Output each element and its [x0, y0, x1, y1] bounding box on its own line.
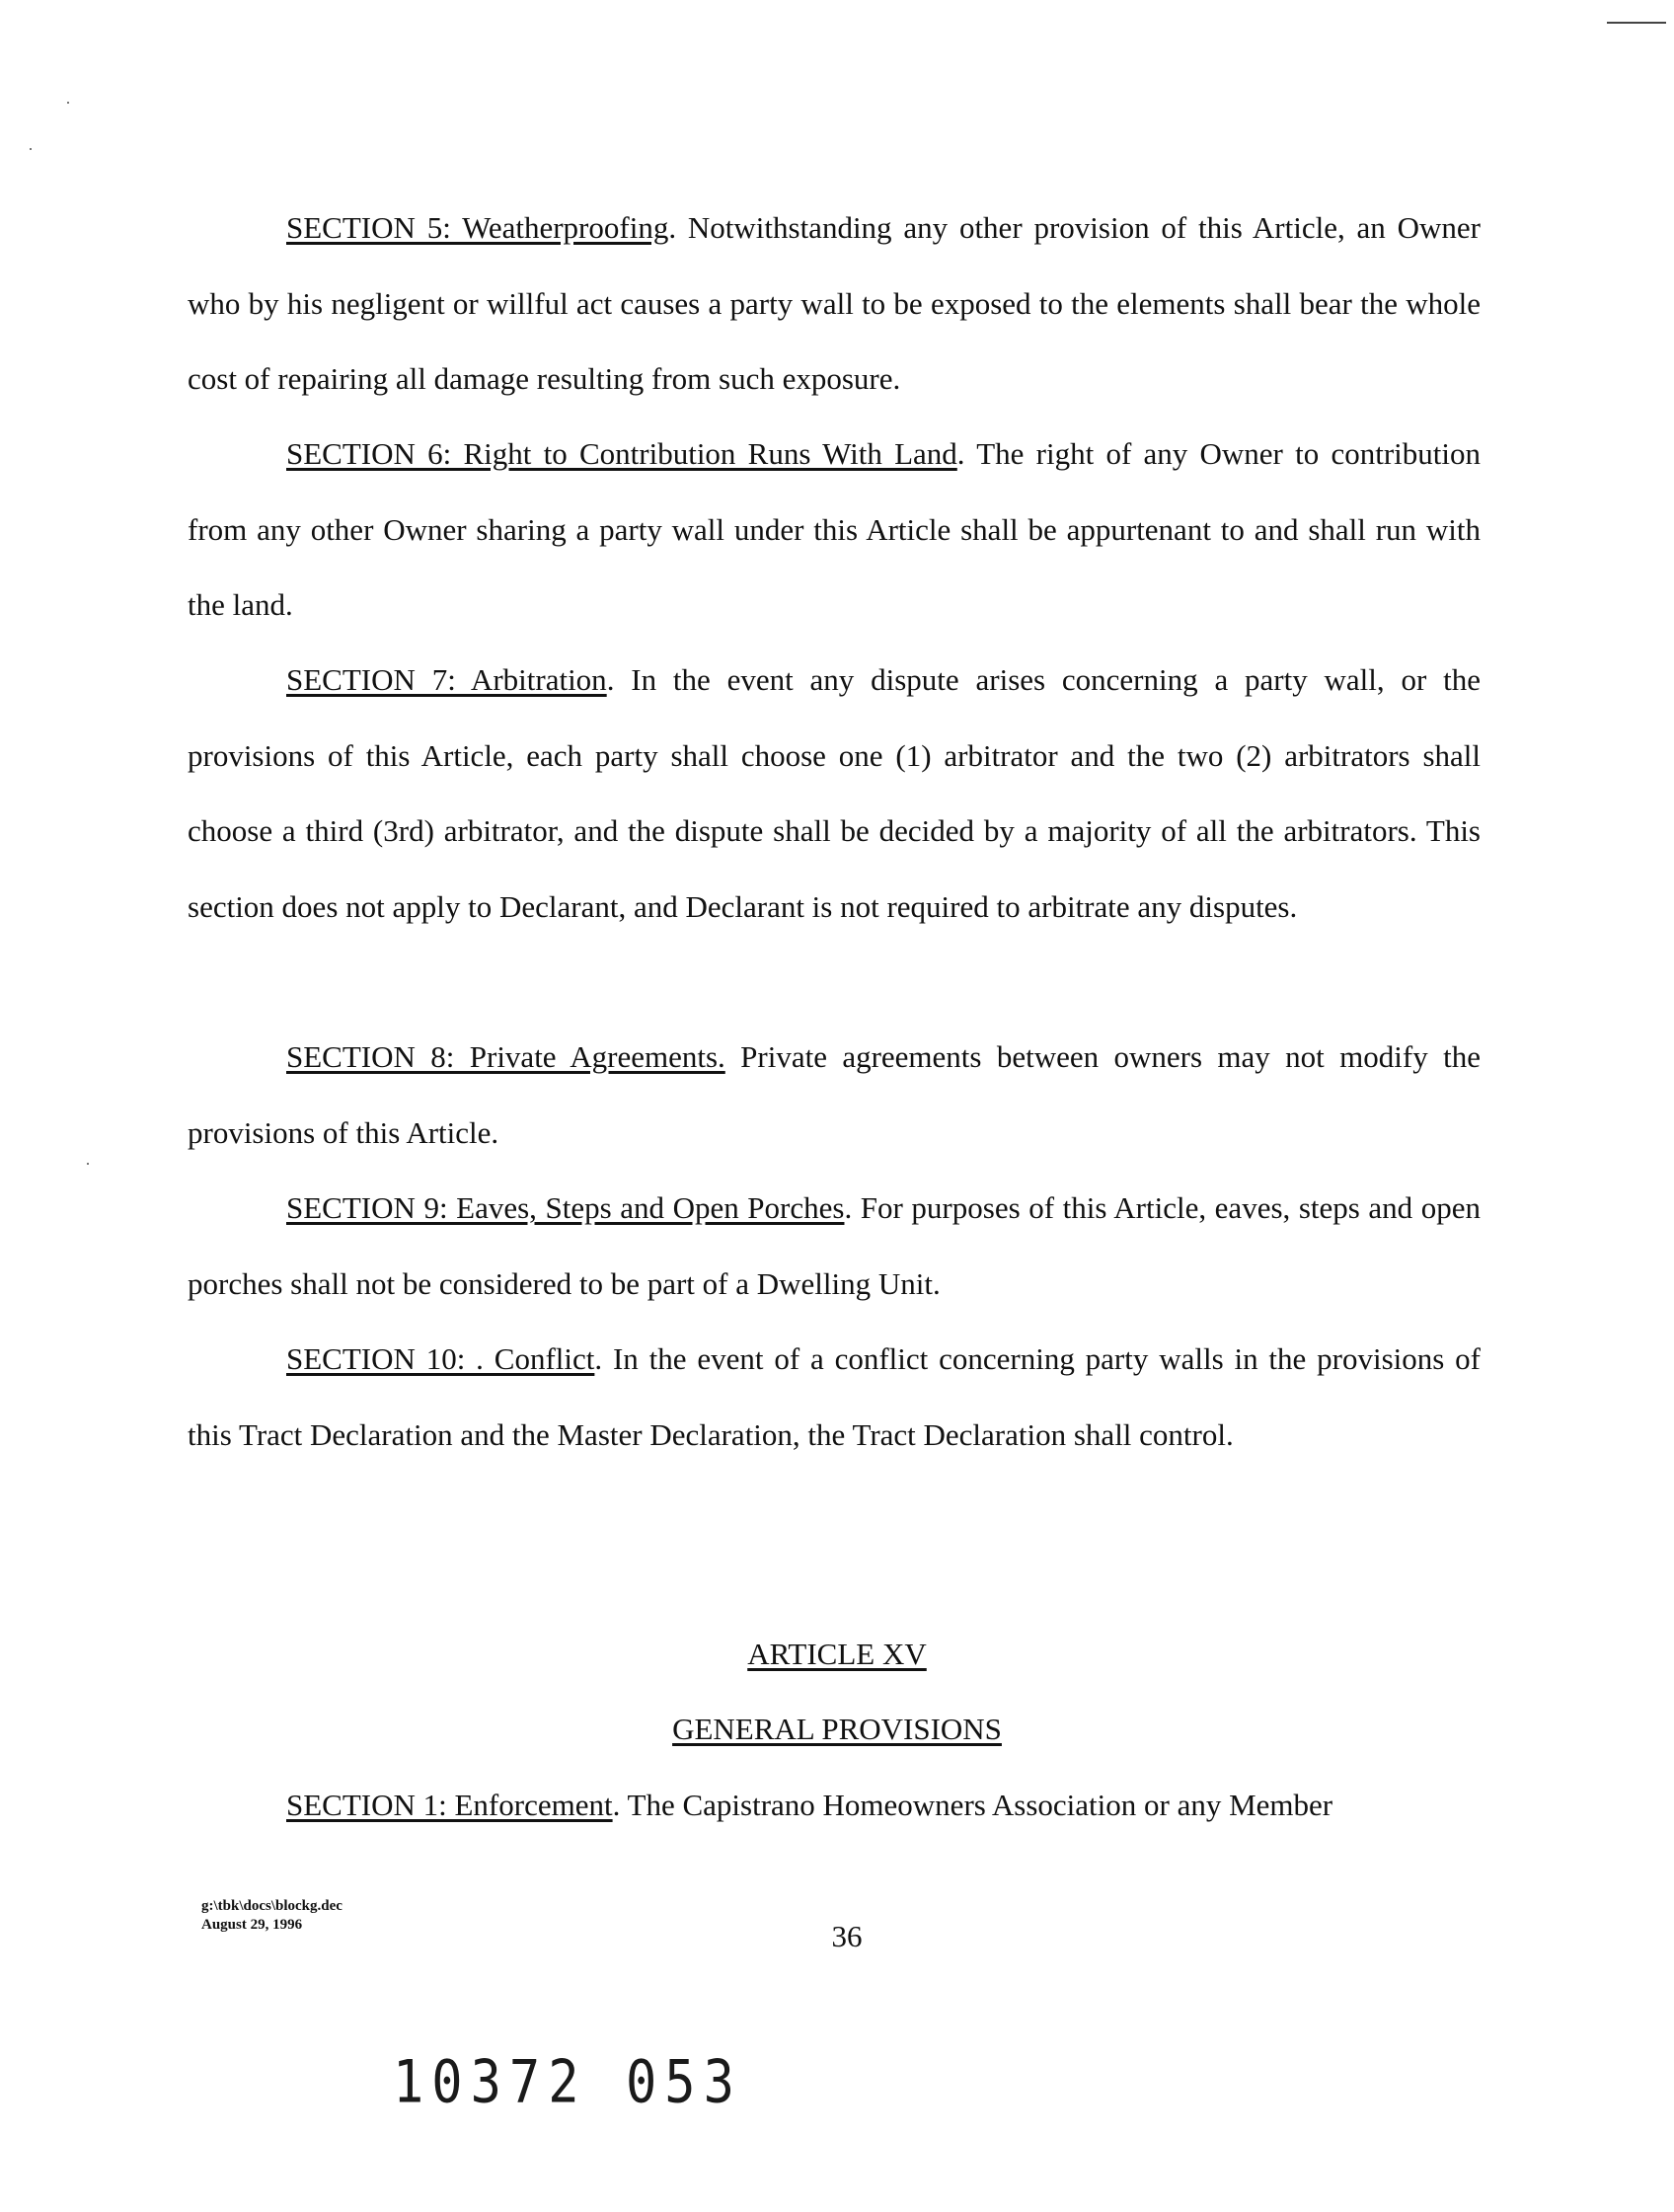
- article-15-section-1-heading: SECTION 1: Enforcement: [286, 1788, 613, 1822]
- section-8-text: Private agreements between owners may not modify the provisions of this Article.: [188, 1039, 1481, 1150]
- section-7-paragraph: [188, 643, 1481, 945]
- section-8-paragraph: [188, 1020, 1481, 1171]
- section-6-heading: SECTION 6: Right to Contribution Runs With Land: [286, 436, 957, 471]
- scan-speck: [67, 102, 69, 104]
- section-7-text: . In the event any dispute arises concerning a party wall, or the provisions of this Article, each party shall choose one (1) arbitrator and the two (2) arbitrators shall choose a third (3rd) arbitrator, and the dispute shall be decided by a majority of all the arbitrators. This section does not apply to Declarant, and Declarant is not required to arbitrate any disputes.: [188, 662, 1481, 924]
- document-footer: [201, 1897, 342, 1935]
- recording-page-number: 053: [626, 2048, 742, 2117]
- section-10-heading: SECTION 10: . Conflict: [286, 1341, 595, 1376]
- article-15-section-1-paragraph: [188, 1768, 1481, 1844]
- section-9-text: . For purposes of this Article, eaves, steps and open porches shall not be considered to be part of a Dwelling Unit.: [188, 1190, 1482, 1301]
- footer-file-path: g:\tbk\docs\blockg.dec: [201, 1898, 342, 1914]
- section-9-paragraph: [188, 1171, 1481, 1322]
- section-6-text: . The right of any Owner to contribution from any other Owner sharing a party wall under this Article shall be appurtenant to and shall run with the land.: [188, 436, 1481, 622]
- section-5-heading: SECTION 5: Weatherproofing: [286, 210, 669, 245]
- section-7-heading: SECTION 7: Arbitration: [286, 662, 607, 697]
- scan-speck: [87, 1163, 89, 1165]
- footer-date: August 29, 1996: [201, 1917, 303, 1933]
- section-5-text: . Notwithstanding any other provision of this Article, an Owner who by his negligent or willful act causes a party wall to be exposed to the elements shall bear the whole cost of repairing all damage resulting from such exposure.: [188, 210, 1481, 396]
- recording-book-number: 10372: [393, 2048, 587, 2117]
- section-5-paragraph: [188, 191, 1481, 418]
- section-10-paragraph: [188, 1322, 1481, 1473]
- section-9-heading: SECTION 9: Eaves, Steps and Open Porches: [286, 1190, 845, 1225]
- section-8-heading: SECTION 8: Private Agreements.: [286, 1039, 725, 1074]
- article-15-section-1-text: . The Capistrano Homeowners Association or any Member: [612, 1788, 1333, 1822]
- article-number: ARTICLE XV: [747, 1637, 927, 1671]
- top-edge-rule: [1607, 22, 1666, 24]
- section-6-paragraph: [188, 417, 1481, 644]
- section-10-text: . In the event of a conflict concerning party walls in the provisions of this Tract Declaration and the Master Declaration, the Tract Declaration shall control.: [188, 1341, 1481, 1452]
- article-title: GENERAL PROVISIONS: [672, 1712, 1002, 1746]
- scan-speck: [30, 148, 32, 150]
- page-number: 36: [831, 1919, 863, 1953]
